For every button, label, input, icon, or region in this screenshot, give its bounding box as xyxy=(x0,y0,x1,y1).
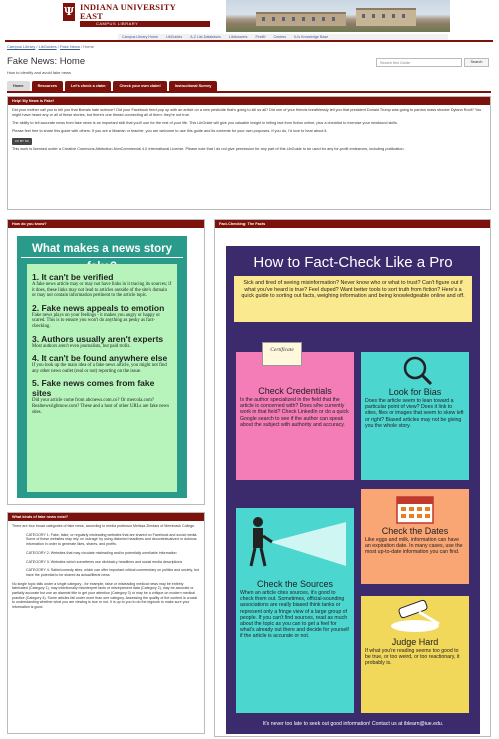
item-heading: 5. Fake news comes from fake sites xyxy=(32,378,155,399)
infographic-footer: It's never too late to seek out good information! Contact us at iblearn@iue.edu. xyxy=(262,721,444,727)
kinds-intro: There are four broad categories of fake news, according to media professor Melissa Zimdars of Merrimack College. xyxy=(12,524,196,528)
category-item: CATEGORY 3: Websites which sometimes use clickbait-y headlines and social media descriptions xyxy=(26,559,183,564)
kinds-panel xyxy=(7,512,205,734)
item-text: A fake news article may or may not have links in it tracing its sources; if it does, these links may not lead to articles outside of the site's domain or may not contain information pertinent to the article topic. xyxy=(32,282,172,299)
list-item xyxy=(32,303,172,330)
page-title: Fake News: Home xyxy=(7,56,86,67)
card-text: Like eggs and milk, information can have an expiration date. In many cases, use the most up-to-date information you can find. xyxy=(365,537,463,556)
card-heading: Check Credentials xyxy=(258,386,332,396)
card-text: Does the article seem to lean toward a particular point of view? Does it link to sites, files or images that seem to skew left or right? Biased articles may not be giving you the whole story. xyxy=(365,398,464,429)
panel-title: Help! My News is Fake! xyxy=(8,97,490,105)
panel-title: How do you know? xyxy=(8,220,204,228)
list-item xyxy=(32,334,172,350)
tab-own-claim[interactable]: Check your own claim! xyxy=(113,81,166,91)
tab-home[interactable]: Home xyxy=(7,81,30,91)
card-heading: Check the Dates xyxy=(381,526,449,536)
item-heading: 4. It can't be found anywhere else xyxy=(32,353,168,364)
item-heading: 1. It can't be verified xyxy=(32,272,114,282)
item-text: Did your article come from abcnews.com.co? Or mercola.com? Realnewsrightnow.com? These and a host of other URLs are fake news sites. xyxy=(32,398,169,415)
help-paragraph: The ability to tell accurate news from fake news is an important skill that you'll use for the rest of your life. This LibGuide will give you valuable insight in telling fact from fiction online, plus a checklist to exercise your newfound skills. xyxy=(12,121,398,125)
utility-link[interactable]: A-Z List-Databases xyxy=(190,35,221,39)
tab-check-claim[interactable]: Let's check a claim xyxy=(65,81,111,91)
item-text: Most authors aren't even journalists, but paid trolls. xyxy=(32,343,131,349)
breadcrumb-current: Home xyxy=(83,44,94,49)
iu-trident-icon: Ψ xyxy=(63,3,75,21)
tabs-divider xyxy=(7,91,491,93)
card-sources xyxy=(236,508,354,713)
infographic-intro: Sick and tired of seeing misinformation? Never know who or what to trust? Can't figure out if what you've heard is true? Feel duped? Want better tools to sort truth from fiction? Here's a quick guide to sorting out facts, weighing information and being knowledgeable online and off. xyxy=(234,276,472,322)
cc-license-badge[interactable]: CC BY NC xyxy=(12,138,32,145)
help-paragraph: Please feel free to share this guide with others. If you are a librarian or teacher, you are welcome to use this guide and its contents for your own purposes. If you do, I'd love to hear about it. xyxy=(12,129,328,133)
university-title: INDIANA UNIVERSITY xyxy=(80,2,176,12)
item-text: If you look up the main idea of a fake news article, you might not find any other news outlet (real or not) reporting on the issue. xyxy=(32,363,167,374)
breadcrumb-link[interactable]: LibGuides xyxy=(38,44,57,49)
magnifier-icon xyxy=(361,352,469,386)
panel-title: What kinds of fake news exist? xyxy=(8,513,204,521)
header-divider xyxy=(5,40,493,42)
category-item: CATEGORY 4: Satire/comedy sites, which can offer important critical commentary on politics and society, but have the potential to be shared as actual/literal news xyxy=(26,568,200,577)
card-text: When an article cites sources, it's good to check them out. Sometimes, official-sounding associations are really biased think tanks or represent only a fringe view of a large group of people. If you can't find sources, read as much about the topic as you can to get a feel for what's already out there and decide for yourself if the article is accurate or not. xyxy=(240,590,349,640)
help-paragraph: Did your mother call you to tell you that liberals hate science? Did your Facebook feed pop up with an article on a new pesticide that's going to kill us all? Did one of your friends breathlessly tell you that president Donald Trump was going to pardon mass shooter Dylann Roof? You might have heard any or all of these stories, but there's one thread connecting all of them: they're not true. xyxy=(12,108,482,117)
campus-title: EAST xyxy=(80,11,104,21)
campus-photo xyxy=(226,0,450,32)
panel-title: Fact-Checking: The Facts xyxy=(215,220,490,228)
utility-link[interactable]: FindIt! xyxy=(255,35,266,39)
tab-survey[interactable]: Instructional Survey xyxy=(169,81,218,91)
breadcrumb-link[interactable]: Campus Library xyxy=(7,44,36,49)
list-item xyxy=(32,272,172,299)
iu-logo-area[interactable] xyxy=(58,0,226,32)
card-heading: Look for Bias xyxy=(388,387,442,397)
utility-link[interactable]: Centres xyxy=(273,35,287,39)
gavel-icon xyxy=(361,596,469,636)
search-input[interactable]: Search this Guide xyxy=(376,58,462,67)
infographic-title: How to Fact-Check Like a Pro xyxy=(253,254,453,271)
license-paragraph: This work is licensed under a Creative Commons Attribution-NonCommercial 4.0 International License. Please note that I do not give permission for any part of this LibGuide to be used for any for-profit endeavors, including publication. xyxy=(12,147,405,151)
calendar-icon xyxy=(361,489,469,525)
spotlight-icon xyxy=(236,508,354,578)
breadcrumb: Campus Library / LibGuides / Fake News / Home xyxy=(7,44,94,49)
building-shape xyxy=(356,8,416,26)
category-item: CATEGORY 2: Websites that may circulate misleading and/or potentially unreliable information xyxy=(26,550,177,555)
search-button[interactable]: Search xyxy=(464,58,489,67)
help-panel xyxy=(7,96,491,210)
card-judge xyxy=(361,596,469,713)
item-text: Fake news plays on your feelings - it makes you angry or happy or scared. This is to ensure you won't do anything as pesky as fact-checking. xyxy=(32,312,161,329)
list-item xyxy=(32,353,172,374)
infographic-list xyxy=(27,264,177,492)
card-text: Is the author specialized in the field that the article is concerned with? Does s/he currently work in that field? Check LinkedIn or do a quick Google search to see if the author can speak about the subject with authority and accuracy. xyxy=(240,397,349,428)
card-heading: Judge Hard xyxy=(391,637,439,647)
utility-link[interactable]: LibGuides xyxy=(165,35,183,39)
breadcrumb-link[interactable]: Fake News xyxy=(59,44,80,49)
list-item xyxy=(32,378,172,415)
library-label: CAMPUS LIBRARY xyxy=(80,21,210,27)
tab-resources[interactable]: Resources xyxy=(32,81,63,91)
site-banner xyxy=(58,0,450,32)
infographic-title: What makes a news story xyxy=(21,240,183,258)
fact-check-infographic xyxy=(226,246,480,734)
category-item: CATEGORY 1: Fake, false, or regularly misleading websites that are shared on Facebook and social media. Some of these websites may rely on 'outrage' by using distorted headlines and decontextualized or dubious information in order to generate likes, shares, and profits. xyxy=(26,532,198,547)
utility-link[interactable]: IU's Knowledge Base xyxy=(294,35,329,39)
kinds-outro: No single topic falls under a single category - for example, false or misleading medical news may be entirely fabricated (Category 1), may intentionally misinterpret facts or misrepresent data (Category 2), may be accurate or partially accurate but use an alarmist title to get your attention (Category 3) or may be a critique on modern medical practice (Category 4). Some articles fall under more than one category. Assessing the quality of the content is crucial to understanding whether what you are viewing is true or not. It is up to you to do the legwork to make sure your information is good. xyxy=(12,581,198,610)
card-bias xyxy=(361,352,469,480)
item-heading: 2. Fake news appeals to emotion xyxy=(32,302,165,313)
item-heading: 3. Authors usually aren't experts xyxy=(32,333,164,344)
certificate-icon: Certificate xyxy=(262,342,302,366)
card-credentials xyxy=(236,352,354,480)
building-shape xyxy=(256,12,346,26)
university-name xyxy=(80,3,176,21)
card-heading: Check the Sources xyxy=(256,579,334,589)
card-dates xyxy=(361,489,469,584)
page-subtitle: How to identify and avoid fake news xyxy=(7,70,71,75)
fake-news-infographic xyxy=(17,236,187,498)
utility-link[interactable]: Campus Library Home xyxy=(122,35,158,39)
card-text: If what you're reading seems too good to be true, or too weird, or too reactionary, it probably is. xyxy=(365,648,460,667)
guide-tabs xyxy=(7,81,217,91)
utility-link[interactable]: LibAnswers xyxy=(228,35,248,39)
